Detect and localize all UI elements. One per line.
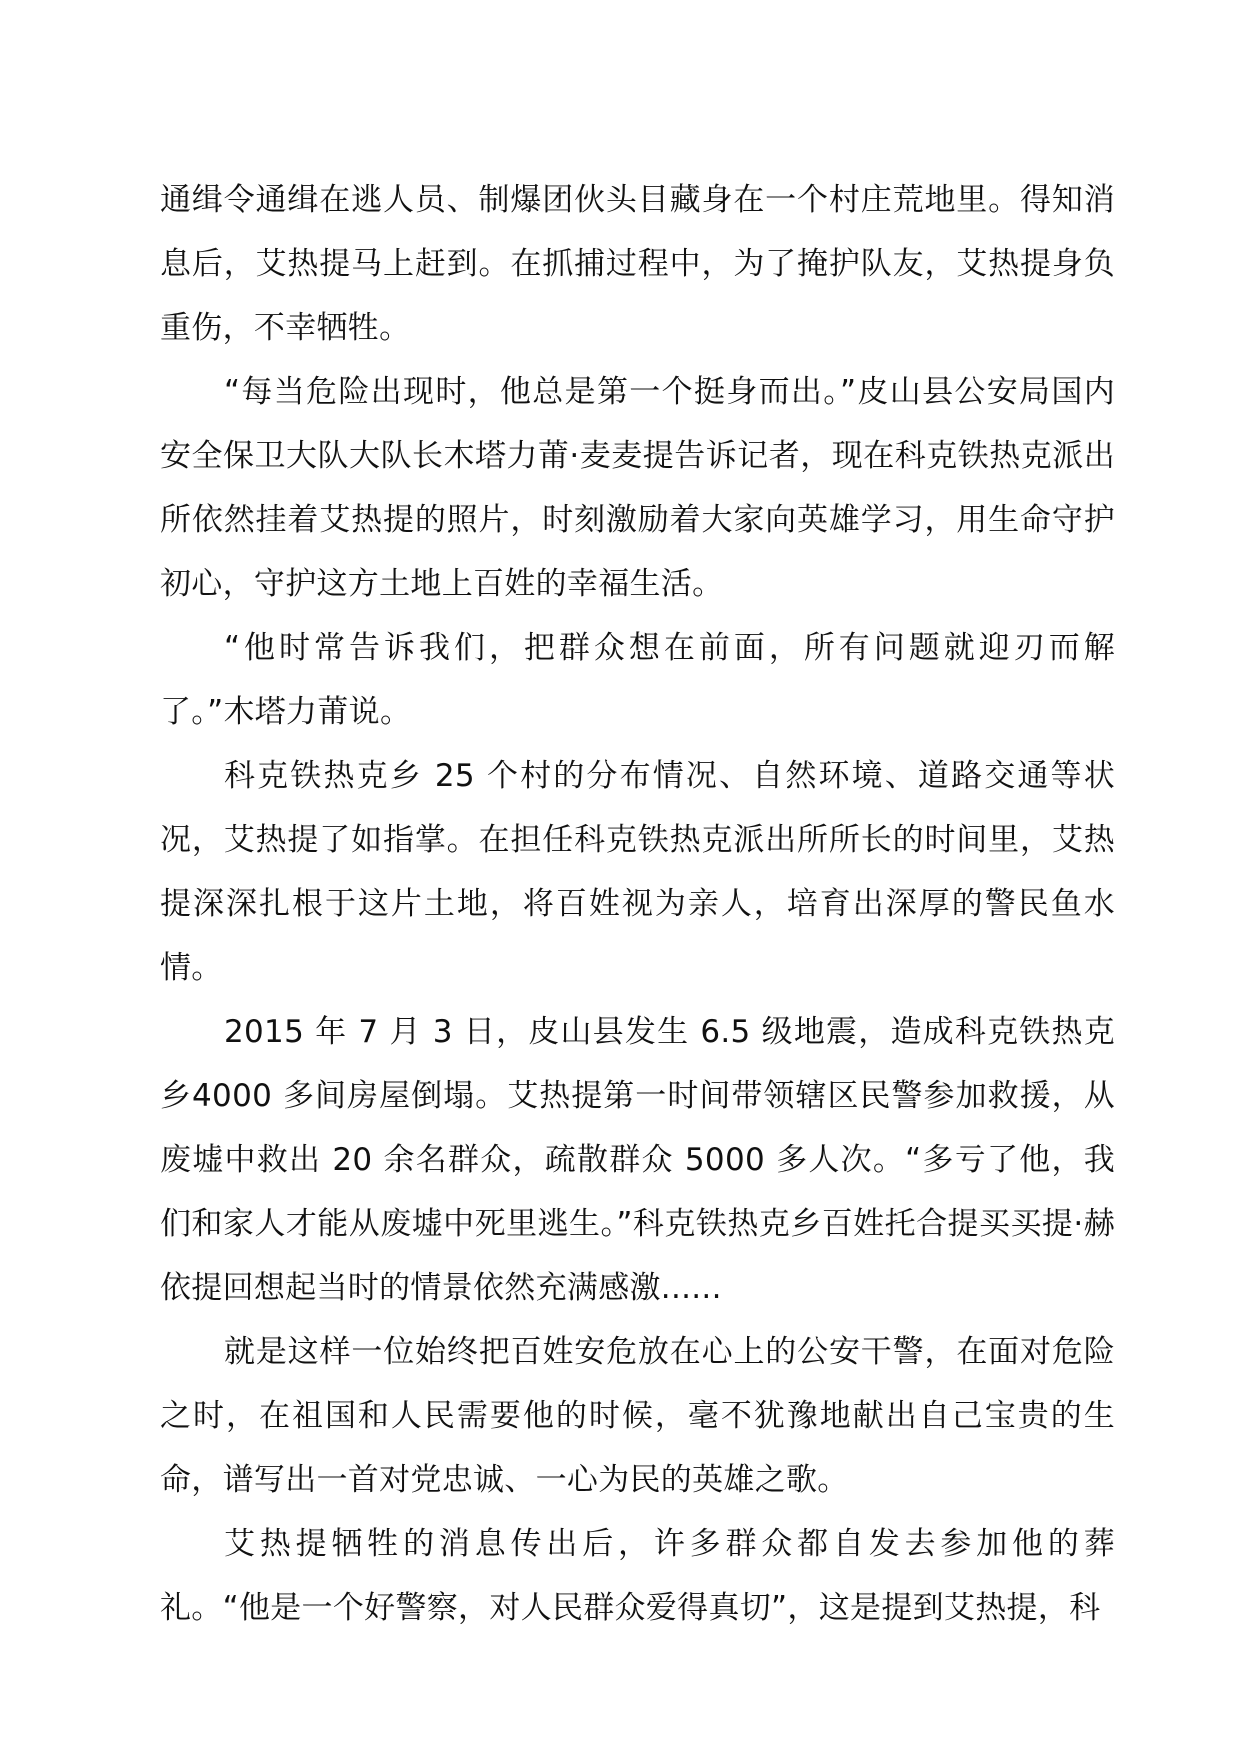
paragraph-4: 科克铁热克乡 25 个村的分布情况、自然环境、道路交通等状况，艾热提了如指掌。在担任科克铁热克派出所所长的时间里，艾热提深深扎根于这片土地，将百姓视为亲人，培育出深厚的警民鱼水情。 xyxy=(160,758,1115,986)
paragraph-5: 2015 年 7 月 3 日，皮山县发生 6.5 级地震，造成科克铁热克乡4000 多间房屋倒塌。艾热提第一时间带领辖区民警参加救援，从废墟中救出 20 余名群众，疏散群众 5000 多人次。“多亏了他，我们和家人才能从废墟中死里逃生。”科克铁热克乡百姓托合提买买提·赫依提回想起当时的情景依然充满感激...... xyxy=(160,1014,1115,1306)
document-body xyxy=(160,168,1115,1640)
paragraph-6: 就是这样一位始终把百姓安危放在心上的公安干警，在面对危险之时，在祖国和人民需要他的时候，毫不犹豫地献出自己宝贵的生命，谱写出一首对党忠诚、一心为民的英雄之歌。 xyxy=(160,1334,1115,1498)
paragraph-1: 通缉令通缉在逃人员、制爆团伙头目藏身在一个村庄荒地里。得知消息后，艾热提马上赶到。在抓捕过程中，为了掩护队友，艾热提身负重伤，不幸牺牲。 xyxy=(160,182,1115,346)
paragraph-7: 艾热提牺牲的消息传出后，许多群众都自发去参加他的葬礼。“他是一个好警察，对人民群众爱得真切”，这是提到艾热提，科 xyxy=(160,1526,1115,1626)
paragraph-2: “每当危险出现时，他总是第一个挺身而出。”皮山县公安局国内安全保卫大队大队长木塔力莆·麦麦提告诉记者，现在科克铁热克派出所依然挂着艾热提的照片，时刻激励着大家向英雄学习，用生命守护初心，守护这方土地上百姓的幸福生活。 xyxy=(160,374,1115,602)
paragraph-3: “他时常告诉我们，把群众想在前面，所有问题就迎刃而解了。”木塔力莆说。 xyxy=(160,630,1115,730)
